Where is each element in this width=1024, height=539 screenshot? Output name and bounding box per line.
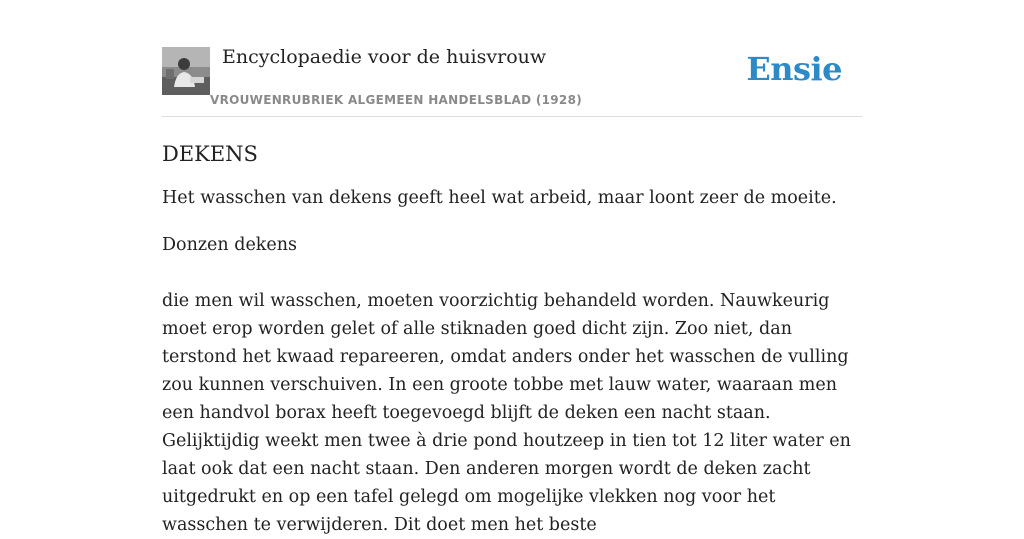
site-title[interactable]: Encyclopaedie voor de huisvrouw [222,46,547,68]
article-intro: Het wasschen van dekens geeft heel wat arbeid, maar loont zeer de moeite. [162,188,837,208]
avatar-photo [162,47,210,95]
brand-logo[interactable]: Ensie [746,50,842,88]
article-subheading: Donzen dekens [162,235,298,255]
author-avatar[interactable] [162,47,210,95]
article-title: DEKENS [162,142,258,166]
article [162,138,862,539]
site-header [162,40,862,117]
article-body: die men wil wasschen, moeten voorzichtig behandeld worden. Nauwkeurig moet erop worden gelet of alle stiknaden goed dicht zijn. Zoo niet, dan terstond het kwaad repareeren, omdat anders onder het wasschen de vulling zou kunnen verschuiven. In een groote tobbe met lauw water, waaraan men een handvol borax heeft toegevoegd blijft de deken een nacht staan. Gelijktijdig weekt men twee à drie pond houtzeep in tien tot 12 liter water en laat ook dat een nacht staan. Den anderen morgen wordt de deken zacht uitgedrukt en op een tafel gelegd om mogelijke vlekken nog voor het wasschen te verwijderen. Dit doet men het beste [162,291,851,535]
site-subtitle: VROUWENRUBRIEK ALGEMEEN HANDELSBLAD (1928) [210,93,583,107]
